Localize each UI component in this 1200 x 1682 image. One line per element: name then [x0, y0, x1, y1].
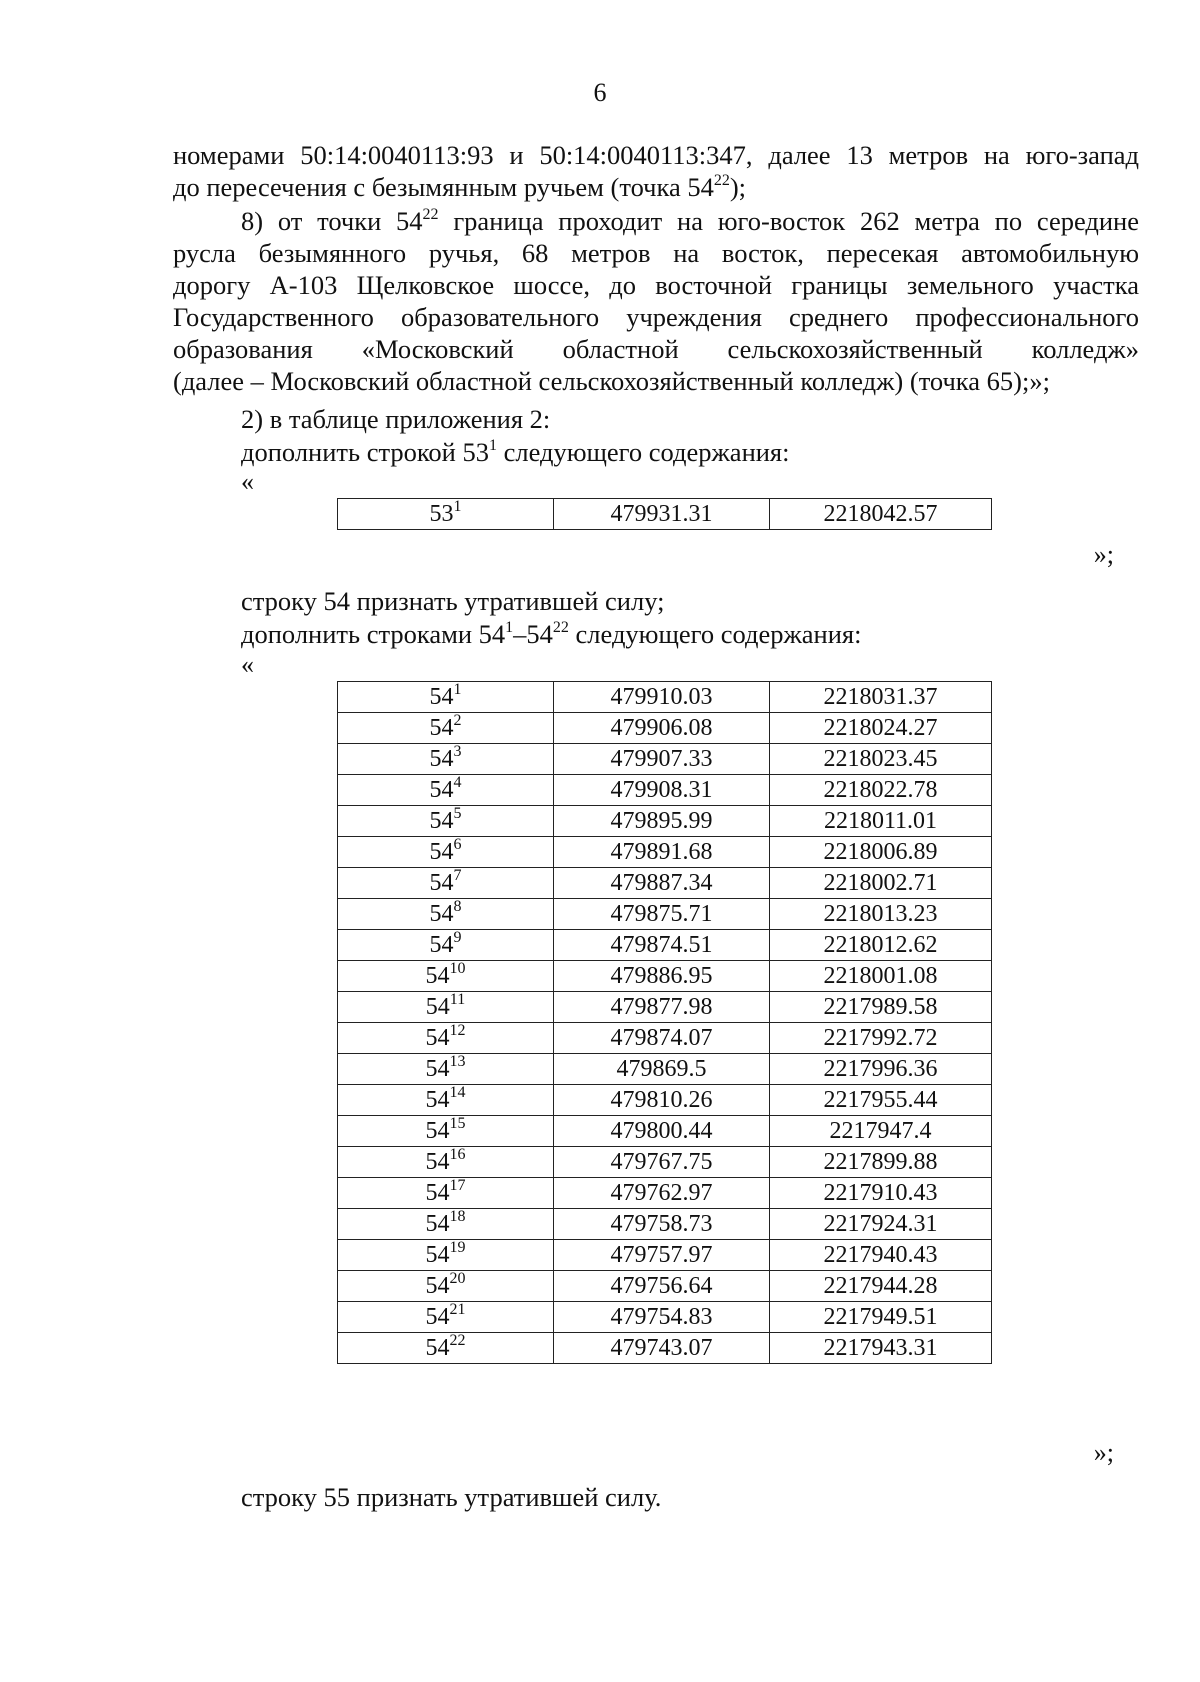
y-coordinate-cell: 2218011.01 — [770, 806, 992, 837]
x-coordinate-cell: 479931.31 — [554, 499, 770, 530]
table-row — [338, 806, 992, 837]
x-coordinate-cell: 479767.75 — [554, 1147, 770, 1178]
y-coordinate-cell: 2217910.43 — [770, 1178, 992, 1209]
y-coordinate-cell: 2217949.51 — [770, 1302, 992, 1333]
table-row — [338, 837, 992, 868]
table-row — [338, 1333, 992, 1364]
table-row — [338, 1054, 992, 1085]
point-number-cell: $54^1$ — [338, 682, 554, 713]
table-row — [338, 992, 992, 1023]
table-row — [338, 868, 992, 899]
x-coordinate-cell: 479762.97 — [554, 1178, 770, 1209]
point-number-cell: $54^{14}$ — [338, 1085, 554, 1116]
point-number-cell: $54^7$ — [338, 868, 554, 899]
x-coordinate-cell: 479877.98 — [554, 992, 770, 1023]
table-row — [338, 930, 992, 961]
x-coordinate-cell: 479874.51 — [554, 930, 770, 961]
point-number-cell: $54^{17}$ — [338, 1178, 554, 1209]
y-coordinate-cell: 2218006.89 — [770, 837, 992, 868]
y-coordinate-cell: 2217940.43 — [770, 1240, 992, 1271]
closing-quote: »; — [1093, 1438, 1114, 1467]
x-coordinate-cell: 479757.97 — [554, 1240, 770, 1271]
x-coordinate-cell: 479874.07 — [554, 1023, 770, 1054]
point-number-cell: $54^{18}$ — [338, 1209, 554, 1240]
paragraph-line: (далее – Московский областной сельскохозяйственный колледж) (точка 65);»; — [173, 366, 1050, 396]
table-row — [338, 1178, 992, 1209]
opening-quote: « — [241, 467, 254, 496]
table-row — [338, 1302, 992, 1333]
x-coordinate-cell: 479887.34 — [554, 868, 770, 899]
x-coordinate-cell: 479800.44 — [554, 1116, 770, 1147]
table-row — [338, 744, 992, 775]
paragraph-line: Государственного образовательного учреждения среднего профессионального — [173, 302, 1139, 332]
y-coordinate-cell: 2218023.45 — [770, 744, 992, 775]
closing-quote: »; — [1093, 540, 1114, 569]
invalidate-row-54: строку 54 признать утратившей силу; — [241, 586, 665, 616]
y-coordinate-cell: 2218001.08 — [770, 961, 992, 992]
paragraph-line: образования «Московский областной сельскохозяйственный колледж» — [173, 334, 1139, 364]
coordinates-table-53 — [337, 498, 992, 530]
table-row — [338, 899, 992, 930]
x-coordinate-cell: 479875.71 — [554, 899, 770, 930]
opening-quote: « — [241, 650, 254, 679]
page-number: 6 — [593, 78, 607, 107]
point-number-cell: $54^{19}$ — [338, 1240, 554, 1271]
paragraph-line: русла безымянного ручья, 68 метров на восток, пересекая автомобильную — [173, 238, 1139, 268]
point-number-cell: $54^{22}$ — [338, 1333, 554, 1364]
y-coordinate-cell: 2217955.44 — [770, 1085, 992, 1116]
y-coordinate-cell: 2217947.4 — [770, 1116, 992, 1147]
point-number-cell: $54^{12}$ — [338, 1023, 554, 1054]
table-row — [338, 1023, 992, 1054]
point-number-cell: $54^{16}$ — [338, 1147, 554, 1178]
point-number-cell: $54^8$ — [338, 899, 554, 930]
item-2-heading: 2) в таблице приложения 2: — [241, 404, 551, 434]
y-coordinate-cell: 2218024.27 — [770, 713, 992, 744]
point-number-cell: $53^1$ — [338, 499, 554, 530]
y-coordinate-cell: 2217943.31 — [770, 1333, 992, 1364]
paragraph-line: 8) от точки $54^{22}$ граница проходит на юго-восток 262 метра по середине — [241, 206, 1139, 236]
y-coordinate-cell: 2217924.31 — [770, 1209, 992, 1240]
point-number-cell: $54^9$ — [338, 930, 554, 961]
y-coordinate-cell: 2217996.36 — [770, 1054, 992, 1085]
point-number-cell: $54^{13}$ — [338, 1054, 554, 1085]
y-coordinate-cell: 2217899.88 — [770, 1147, 992, 1178]
table-row — [338, 682, 992, 713]
x-coordinate-cell: 479869.5 — [554, 1054, 770, 1085]
paragraph-continuation — [173, 139, 1139, 203]
x-coordinate-cell: 479891.68 — [554, 837, 770, 868]
y-coordinate-cell: 2217992.72 — [770, 1023, 992, 1054]
table-row — [338, 499, 992, 530]
table-row — [338, 961, 992, 992]
point-number-cell: $54^{21}$ — [338, 1302, 554, 1333]
table-row — [338, 1085, 992, 1116]
table-row — [338, 1209, 992, 1240]
add-rows-instruction: дополнить строками $54^1-54^{22}$ следующего содержания: — [241, 619, 862, 649]
point-number-cell: $54^2$ — [338, 713, 554, 744]
add-row-instruction: дополнить строкой $53^1$ следующего содержания: — [241, 437, 790, 467]
x-coordinate-cell: 479886.95 — [554, 961, 770, 992]
x-coordinate-cell: 479810.26 — [554, 1085, 770, 1116]
y-coordinate-cell: 2218022.78 — [770, 775, 992, 806]
coordinates-table-54 — [337, 681, 992, 1364]
point-number-cell: $54^{15}$ — [338, 1116, 554, 1147]
x-coordinate-cell: 479743.07 — [554, 1333, 770, 1364]
table-row — [338, 1240, 992, 1271]
y-coordinate-cell: 2218002.71 — [770, 868, 992, 899]
point-number-cell: $54^3$ — [338, 744, 554, 775]
x-coordinate-cell: 479754.83 — [554, 1302, 770, 1333]
point-number-cell: $54^4$ — [338, 775, 554, 806]
point-number-cell: $54^6$ — [338, 837, 554, 868]
paragraph-item-8 — [173, 205, 1139, 397]
paragraph-line: дорогу А-103 Щелковское шоссе, до восточной границы земельного участка — [173, 270, 1139, 300]
paragraph-line: номерами 50:14:0040113:93 и 50:14:0040113:347, далее 13 метров на юго-запад — [173, 140, 1139, 170]
table-row — [338, 1147, 992, 1178]
x-coordinate-cell: 479758.73 — [554, 1209, 770, 1240]
table-row — [338, 1271, 992, 1302]
table-row — [338, 1116, 992, 1147]
x-coordinate-cell: 479910.03 — [554, 682, 770, 713]
x-coordinate-cell: 479908.31 — [554, 775, 770, 806]
point-number-cell: $54^5$ — [338, 806, 554, 837]
invalidate-row-55: строку 55 признать утратившей силу. — [241, 1482, 662, 1512]
y-coordinate-cell: 2218042.57 — [770, 499, 992, 530]
y-coordinate-cell: 2217944.28 — [770, 1271, 992, 1302]
point-number-cell: $54^{20}$ — [338, 1271, 554, 1302]
table-row — [338, 713, 992, 744]
paragraph-line: до пересечения с безымянным ручьем (точка $54^{22}$); — [173, 172, 747, 202]
point-number-cell: $54^{11}$ — [338, 992, 554, 1023]
y-coordinate-cell: 2218013.23 — [770, 899, 992, 930]
point-number-cell: $54^{10}$ — [338, 961, 554, 992]
x-coordinate-cell: 479906.08 — [554, 713, 770, 744]
y-coordinate-cell: 2218012.62 — [770, 930, 992, 961]
table-row — [338, 775, 992, 806]
y-coordinate-cell: 2217989.58 — [770, 992, 992, 1023]
x-coordinate-cell: 479756.64 — [554, 1271, 770, 1302]
y-coordinate-cell: 2218031.37 — [770, 682, 992, 713]
x-coordinate-cell: 479895.99 — [554, 806, 770, 837]
x-coordinate-cell: 479907.33 — [554, 744, 770, 775]
